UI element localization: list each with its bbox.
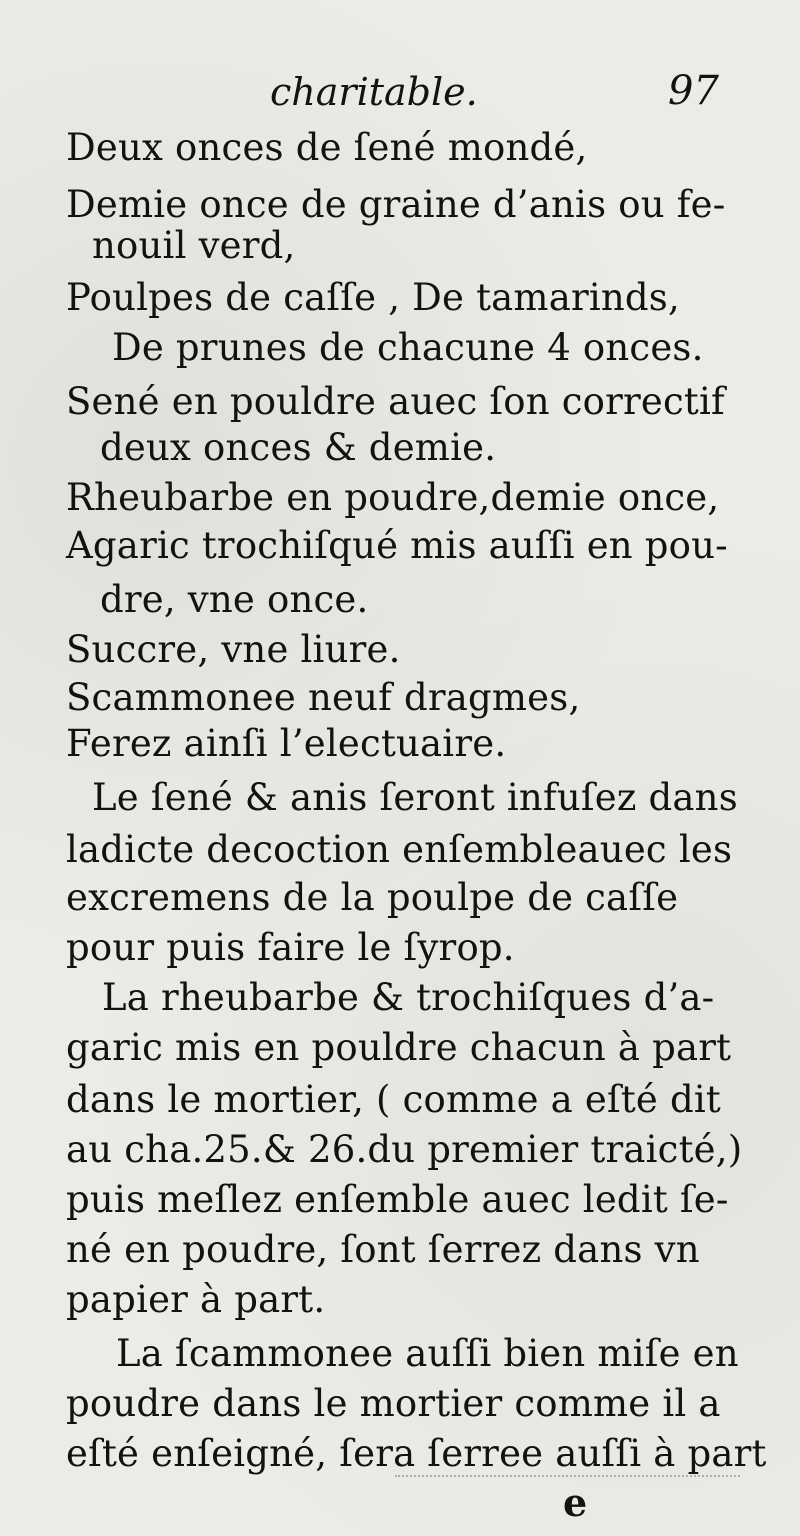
text-line: garic mis en pouldre chacun à part (66, 1026, 732, 1069)
text-line: De prunes de chacune 4 onces. (112, 326, 704, 369)
text-line: pour puis faire le ſyrop. (66, 926, 515, 969)
text-line: excremens de la poulpe de caſſe (66, 876, 679, 919)
text-line: Rheubarbe en poudre,demie once, (66, 476, 720, 519)
text-line: Demie once de graine d’anis ou fe- (66, 183, 726, 226)
text-line: dre, vne once. (100, 578, 369, 621)
text-line: poudre dans le mortier comme il a (66, 1382, 721, 1425)
text-line: Agaric trochiſqué mis auſſi en pou- (66, 524, 728, 567)
text-line: Scammonee neuf dragmes, (66, 676, 581, 719)
text-line: eſté enſeigné, ſera ſerree auſſi à part (66, 1432, 767, 1475)
text-line: Deux onces de ſené mondé, (66, 126, 588, 169)
text-line: Poulpes de caſſe , De tamarinds, (66, 276, 680, 319)
text-line: Ferez ainſi l’electuaire. (66, 722, 507, 765)
text-line: puis meſlez enſemble auec ledit ſe- (66, 1178, 729, 1221)
text-line: Succre, vne liure. (66, 628, 401, 671)
signature-mark: e (563, 1480, 588, 1525)
text-line: né en poudre, ſont ſerrez dans vn (66, 1228, 700, 1271)
page-number: 97 (668, 68, 719, 114)
text-line: ladicte decoction enſembleauec les (66, 828, 733, 871)
running-title: charitable. (270, 70, 478, 114)
text-line: nouil verd, (92, 224, 296, 267)
text-line: La ſcammonee auſſi bien miſe en (116, 1332, 739, 1375)
text-line: Le ſené & anis ſeront infuſez dans (92, 776, 738, 819)
footer-rule (395, 1475, 740, 1477)
text-line: dans le mortier, ( comme a eſté dit (66, 1078, 721, 1121)
text-line: papier à part. (66, 1278, 326, 1321)
text-line: La rheubarbe & trochiſques d’a- (102, 976, 715, 1019)
text-line: deux onces & demie. (100, 426, 497, 469)
text-line: Sené en pouldre auec ſon correctif (66, 380, 725, 423)
text-line: au cha.25.& 26.du premier traicté,) (66, 1128, 743, 1171)
